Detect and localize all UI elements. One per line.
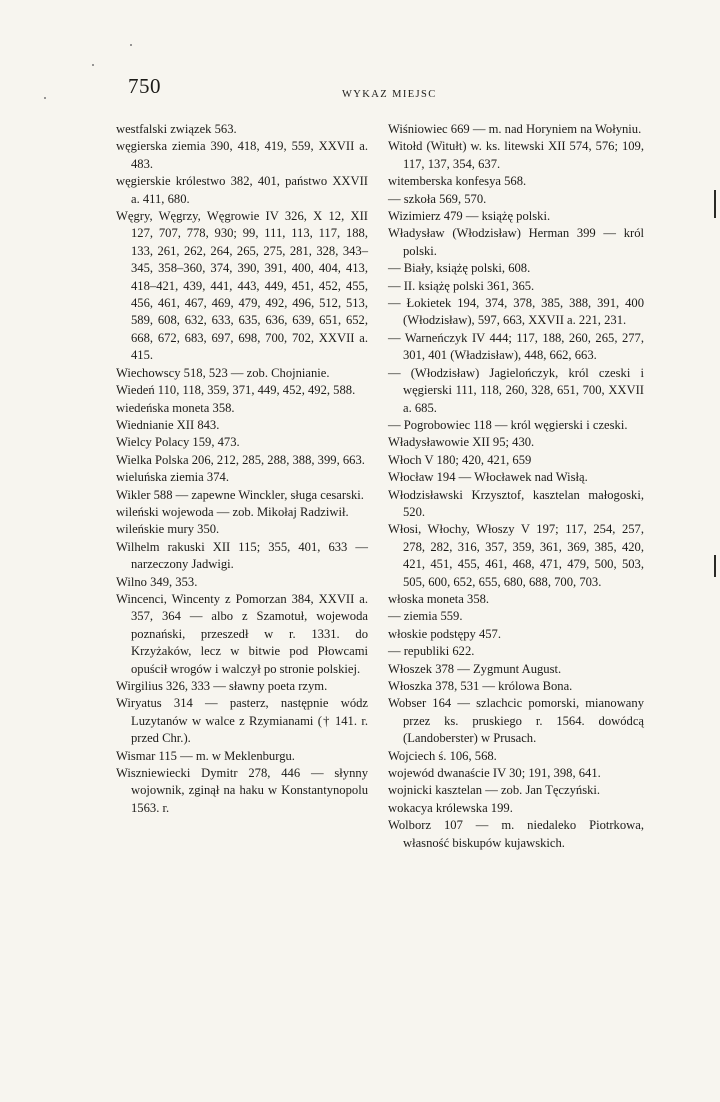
index-column-right: [388, 121, 644, 852]
index-entry: — Pogrobowiec 118 — król węgierski i czeski.: [388, 417, 628, 432]
index-entry: Witołd (Witułt) w. ks. litewski XII 574, 576; 109, 117, 137, 354, 637.: [388, 139, 644, 171]
index-entry: węgierska ziemia 390, 418, 419, 559, XXVII a. 483.: [116, 139, 368, 171]
index-entry: westfalski związek 563.: [116, 122, 237, 136]
index-entry: wojnicki kasztelan — zob. Jan Tęczyński.: [388, 783, 601, 798]
index-entry: wileński wojewoda — zob. Mikołaj Radziwił.: [116, 504, 349, 519]
index-entry: Wielka Polska 206, 212, 285, 288, 388, 399, 663.: [116, 452, 365, 467]
index-entry: Wirgilius 326, 333 — sławny poeta rzym.: [116, 679, 328, 693]
index-entry: włoskie podstępy 457.: [388, 626, 501, 641]
index-entry: Wiednianie XII 843.: [116, 417, 220, 432]
index-entry: witemberska konfesya 568.: [388, 174, 527, 189]
scan-speck: [44, 97, 46, 99]
index-entry: wiedeńska moneta 358.: [116, 400, 235, 415]
index-entry: — II. książę polski 361, 365.: [388, 278, 535, 293]
scan-speck: [130, 44, 132, 46]
index-entry: Włoszek 378 — Zygmunt August.: [388, 661, 562, 676]
index-entry: Wiryatus 314 — pasterz, następnie wódz Luzytanów w walce z Rzymianami († 141. r. przed Chr.).: [116, 696, 368, 746]
index-entry: wieluńska ziemia 374.: [116, 470, 229, 485]
index-entry: Wincenci, Wincenty z Pomorzan 384, XXVII a. 357, 364 — albo z Szamotuł, wojewoda poznański, przeszedł w r. 1331. do Krzyżaków, lecz w bitwie pod Płowcami opuścił wrogów i walczył po stronie polskiej.: [116, 591, 368, 676]
index-entry: Władysławowie XII 95; 430.: [388, 435, 535, 450]
index-entry: wileńskie mury 350.: [116, 522, 220, 537]
index-entry: — szkoła 569, 570.: [388, 191, 487, 206]
index-entry: Wizimierz 479 — książę polski.: [388, 209, 551, 224]
index-entry: — (Włodzisław) Jagielończyk, król czeski i węgierski 111, 118, 260, 328, 651, 700, XXVII a. 685.: [388, 365, 644, 415]
index-entry: Wiszniewiecki Dymitr 278, 446 — słynny wojownik, zginął na haku w Konstantynopolu 1563. r.: [116, 766, 368, 815]
index-entry: — Biały, książę polski, 608.: [388, 261, 531, 276]
scan-speck: [92, 64, 94, 66]
index-entry: — republiki 622.: [388, 644, 475, 659]
index-entry: Wojciech ś. 106, 568.: [388, 748, 497, 763]
index-entry: — ziemia 559.: [388, 609, 463, 624]
index-entry: włoska moneta 358.: [388, 591, 490, 606]
index-entry: — Warneńczyk IV 444; 117, 188, 260, 265, 277, 301, 401 (Władzisław), 448, 662, 663.: [388, 330, 644, 363]
index-entry: Włoch V 180; 420, 421, 659: [388, 452, 532, 467]
index-entry: Wilhelm rakuski XII 115; 355, 401, 633 — narzeczony Jadwigi.: [116, 539, 368, 572]
index-entry: Włoszka 378, 531 — królowa Bona.: [388, 679, 573, 693]
index-entry: Włosi, Włochy, Włoszy V 197; 117, 254, 257, 278, 282, 316, 357, 359, 361, 369, 385, 420, 421, 451, 455, 461, 468, 471, 479, 500, 503, 505, 600, 652, 655, 680, 688, 700, 703.: [388, 522, 644, 589]
scan-edge-mark: [714, 555, 716, 577]
index-entry: Wiśniowiec 669 — m. nad Horyniem na Wołyniu.: [388, 122, 642, 136]
index-entry: Wielcy Polacy 159, 473.: [116, 435, 240, 450]
index-entry: — Łokietek 194, 374, 378, 385, 388, 391, 400 (Włodzisław), 597, 663, XXVII a. 221, 231.: [388, 296, 644, 328]
index-entry: Władysław (Włodzisław) Herman 399 — król polski.: [388, 226, 644, 258]
page-number: 750: [128, 74, 161, 98]
index-entry: węgierskie królestwo 382, 401, państwo XXVII a. 411, 680.: [116, 174, 368, 206]
index-entry: wojewód dwanaście IV 30; 191, 398, 641.: [388, 766, 601, 781]
index-entry: Włodzisławski Krzysztof, kasztelan małogoski, 520.: [388, 487, 644, 519]
index-entry: Wilno 349, 353.: [116, 574, 198, 589]
index-entry: Wobser 164 — szlachcic pomorski, mianowany przez ks. pruskiego r. 1564. dowódcą (Landoberster) w Prusach.: [388, 696, 644, 746]
index-entry: Wiechowscy 518, 523 — zob. Chojnianie.: [116, 365, 330, 380]
index-entry: wokacya królewska 199.: [388, 800, 513, 815]
index-entry: Wolborz 107 — m. niedaleko Piotrkowa, własność biskupów kujawskich.: [388, 818, 644, 850]
page-title: WYKAZ MIEJSC: [342, 89, 437, 100]
index-entry: Wismar 115 — m. w Meklenburgu.: [116, 748, 295, 763]
index-entry: Wiedeń 110, 118, 359, 371, 449, 452, 492, 588.: [116, 383, 356, 398]
index-entry: Węgry, Węgrzy, Węgrowie IV 326, X 12, XII 127, 707, 778, 930; 99, 111, 113, 117, 188, 133, 261, 262, 264, 265, 275, 281, 328, 343–345, 358–360, 374, 390, 391, 400, 404, 413, 418–421, 439, 441, 443, 449, 451, 452, 455, 456, 461, 467, 469, 479, 492, 496, 512, 513, 589, 608, 632, 633, 635, 636, 639, 651, 652, 668, 672, 683, 697, 698, 700, 702, XXVII a. 415.: [116, 209, 368, 363]
index-column-left: [116, 121, 368, 817]
index-entry: Włocław 194 — Włocławek nad Wisłą.: [388, 470, 588, 485]
index-entry: Wikler 588 — zapewne Winckler, sługa cesarski.: [116, 487, 364, 502]
scan-edge-mark: [714, 190, 716, 218]
